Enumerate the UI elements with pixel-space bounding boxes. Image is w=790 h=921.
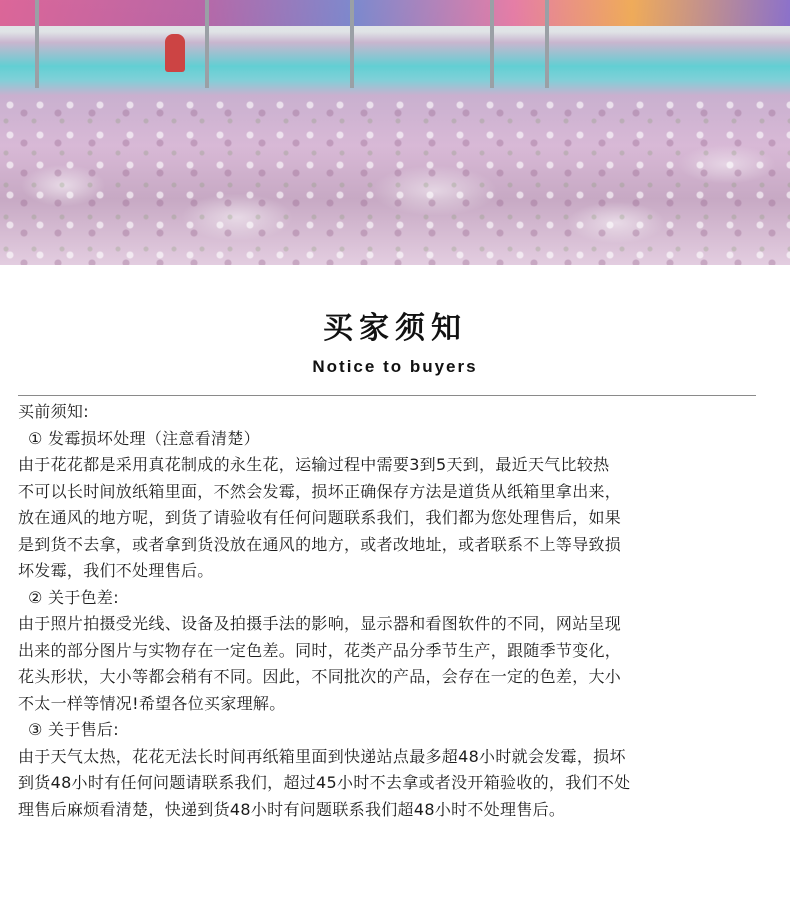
flower-field: [0, 95, 790, 265]
section2-title: ② 关于色差:: [28, 587, 119, 607]
notice-heading: 买前须知:: [18, 402, 89, 421]
flower-canopy: [0, 0, 790, 26]
greenhouse-pole: [350, 0, 354, 88]
section3-title: ③ 关于售后:: [28, 720, 119, 739]
section1-line: 是到货不去拿，或者拿到货没放在通风的地方，或者改地址，或者联系不上等导致损: [18, 534, 622, 554]
section3-line: 理售后麻烦看清楚，快递到货48小时有问题联系我们超48小时不处理售后。: [18, 799, 566, 819]
greenhouse-pole: [35, 0, 39, 88]
section1-line: 不可以长时间放纸箱里面，不然会发霉，损坏正确保存方法是道货从纸箱里拿出来，: [18, 481, 622, 501]
section1-line: 由于花花都是采用真花制成的永生花，运输过程中需要3到5天到，最近天气比较热: [18, 455, 610, 474]
section2-line: 花头形状，大小等都会稍有不同。因此，不同批次的产品，会存在一定的色差，大小: [18, 667, 622, 686]
section2-line: 由于照片拍摄受光线、设备及拍摄手法的影响，显示器和看图软件的不同，网站呈现: [18, 614, 622, 633]
section2-line: 出来的部分图片与实物存在一定色差。同时，花类产品分季节生产，跟随季节变化，: [18, 640, 622, 660]
hero-photo: [0, 0, 790, 265]
notice-body: [18, 399, 778, 823]
section3-line: 到货48小时有任何问题请联系我们，超过45小时不去拿或者没开箱验收的，我们不处: [18, 773, 631, 792]
greenhouse-pole: [205, 0, 209, 88]
greenhouse-pole: [490, 0, 494, 88]
title-block: [0, 303, 790, 377]
divider: [18, 395, 756, 396]
section3-line: 由于天气太热，花花无法长时间再纸箱里面到快递站点最多超48小时就会发霉，损坏: [18, 746, 626, 766]
section1-title: ① 发霉损坏处理（注意看清楚）: [28, 428, 260, 448]
page-subtitle: Notice to buyers: [312, 357, 478, 376]
section1-line: 坏发霉，我们不处理售后。: [18, 561, 214, 580]
section2-line: 不太一样等情况!希望各位买家理解。: [18, 693, 286, 713]
greenhouse-pole: [545, 0, 549, 88]
page-title: 买家须知: [323, 311, 467, 346]
section1-line: 放在通风的地方呢，到货了请验收有任何问题联系我们，我们都为您处理售后，如果: [18, 508, 622, 527]
worker-figure: [165, 34, 185, 72]
